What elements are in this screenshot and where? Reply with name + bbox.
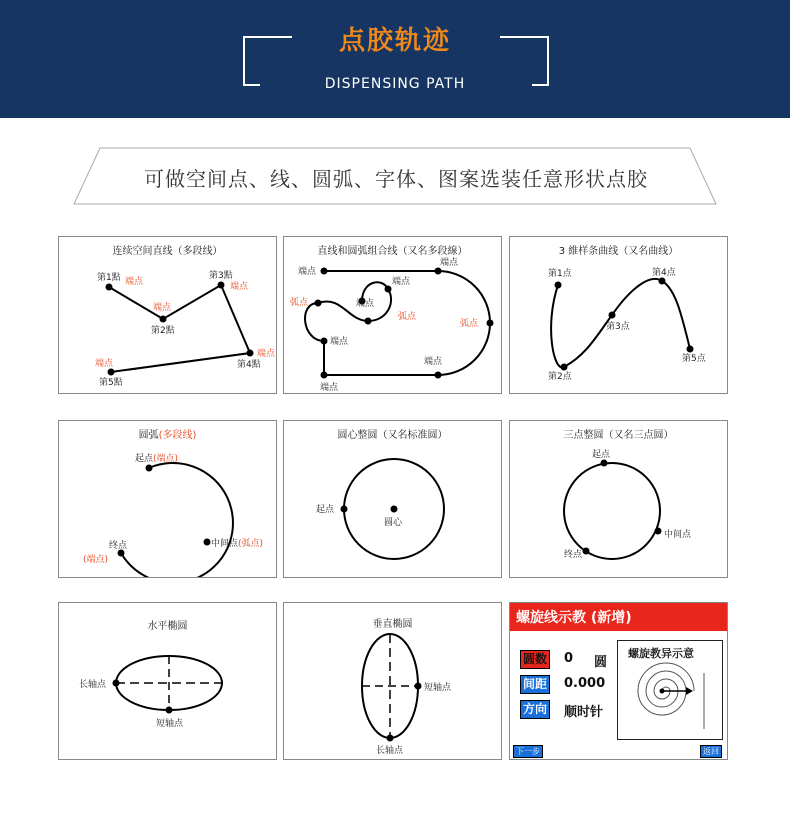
label-end: 端点 xyxy=(440,258,459,268)
panel-horizontal-ellipse xyxy=(58,602,277,760)
label-end: 端点 xyxy=(230,282,249,292)
panel-line-arc xyxy=(283,236,502,394)
label-end: 端点 xyxy=(153,303,172,313)
label-start: 起点 xyxy=(592,450,611,460)
direction-button[interactable]: 方向 xyxy=(520,700,550,719)
point-2 xyxy=(160,316,167,323)
panel-center-circle xyxy=(283,420,502,578)
three-point-circle-diagram xyxy=(510,421,728,578)
panel-title: 垂直椭圆 xyxy=(372,619,413,630)
label-long: 长轴点 xyxy=(376,746,404,756)
next-step-button[interactable]: 下一步 xyxy=(513,745,543,758)
label-end: 端点 xyxy=(125,277,144,287)
point-4 xyxy=(247,350,254,357)
label-end: 端点 xyxy=(356,299,375,309)
label-arc: 弧点 xyxy=(460,319,479,329)
panel-title: 三点整圆（又名三点圆） xyxy=(563,430,674,441)
point-1 xyxy=(106,284,113,291)
label-end: 终点 xyxy=(564,550,583,560)
back-button[interactable]: 返回 xyxy=(700,745,722,758)
laps-value: 0 xyxy=(564,651,574,666)
direction-value: 顺时针 xyxy=(564,705,604,720)
laps-unit: 圆 xyxy=(594,655,608,670)
panel-three-point-circle xyxy=(509,420,728,578)
spiral-diagram xyxy=(510,603,728,760)
laps-button[interactable]: 圆数 xyxy=(520,650,550,669)
panel-vertical-ellipse xyxy=(283,602,502,760)
label-pt1: 第1點 xyxy=(97,273,121,283)
center-circle-diagram xyxy=(284,421,502,578)
label-end: 端点 xyxy=(95,359,114,369)
panel-title: 圆弧(多段线) xyxy=(138,430,197,441)
label-arc: 弧点 xyxy=(290,298,309,308)
label-end: 端点 xyxy=(298,267,317,277)
panel-polyline xyxy=(58,236,277,394)
label-short: 短轴点 xyxy=(424,683,452,693)
polyline-diagram xyxy=(59,237,277,394)
spiral-title: 螺旋线示教 (新增) xyxy=(516,610,632,626)
label-end-sub: (端点) xyxy=(83,555,109,565)
panel-spline xyxy=(509,236,728,394)
label-pt2: 第2点 xyxy=(548,372,572,382)
label-pt1: 第1点 xyxy=(548,269,572,279)
label-pt3: 第3点 xyxy=(606,322,630,332)
label-pt3: 第3點 xyxy=(209,271,233,281)
spline-diagram xyxy=(510,237,728,394)
panel-spiral-teach xyxy=(509,602,728,760)
label-long: 长轴点 xyxy=(79,680,107,690)
pitch-button[interactable]: 间距 xyxy=(520,675,550,694)
pitch-value: 0.000 xyxy=(564,676,606,691)
label-end: 端点 xyxy=(392,277,411,287)
label-arc: 弧点 xyxy=(398,312,417,322)
spiral-diagram-title: 螺旋教异示意 xyxy=(628,647,694,660)
panel-title: 圆心整圆（又名标准圆） xyxy=(337,430,448,441)
point-3 xyxy=(218,282,225,289)
label-end: 端点 xyxy=(424,357,443,367)
label-pt5: 第5點 xyxy=(99,378,123,388)
label-pt5: 第5点 xyxy=(682,354,706,364)
label-center: 圆心 xyxy=(384,518,403,528)
slogan-text: 可做空间点、线、圆弧、字体、图案选装任意形状点胶 xyxy=(144,167,648,191)
label-pt2: 第2點 xyxy=(151,326,175,336)
label-pt4: 第4點 xyxy=(237,360,261,370)
label-end: 端点 xyxy=(257,349,276,359)
panel-title: 连续空间直线（多段线） xyxy=(112,246,223,257)
header-title: 点胶轨迹 xyxy=(338,26,451,56)
panel-arc: 圆弧(多段线) 起点(端点) 中间点(弧点) 终点 (端点) xyxy=(58,420,277,578)
label-mid: 中间点 xyxy=(664,530,692,540)
label-end: 端点 xyxy=(320,383,339,393)
header-subtitle: DISPENSING PATH xyxy=(324,76,466,92)
label-short: 短轴点 xyxy=(156,719,184,729)
panel-title: 水平椭圆 xyxy=(147,621,188,632)
vertical-ellipse-diagram xyxy=(284,603,502,760)
label-end: 端点 xyxy=(330,337,349,347)
label-end: 终点 xyxy=(109,541,128,551)
label-start: 起点 xyxy=(316,505,335,515)
label-pt4: 第4点 xyxy=(652,268,676,278)
panel-title: 3 維样条曲线（又名曲线） xyxy=(558,246,679,257)
panel-title: 直线和圆弧组合线（又名多段線） xyxy=(317,246,468,257)
